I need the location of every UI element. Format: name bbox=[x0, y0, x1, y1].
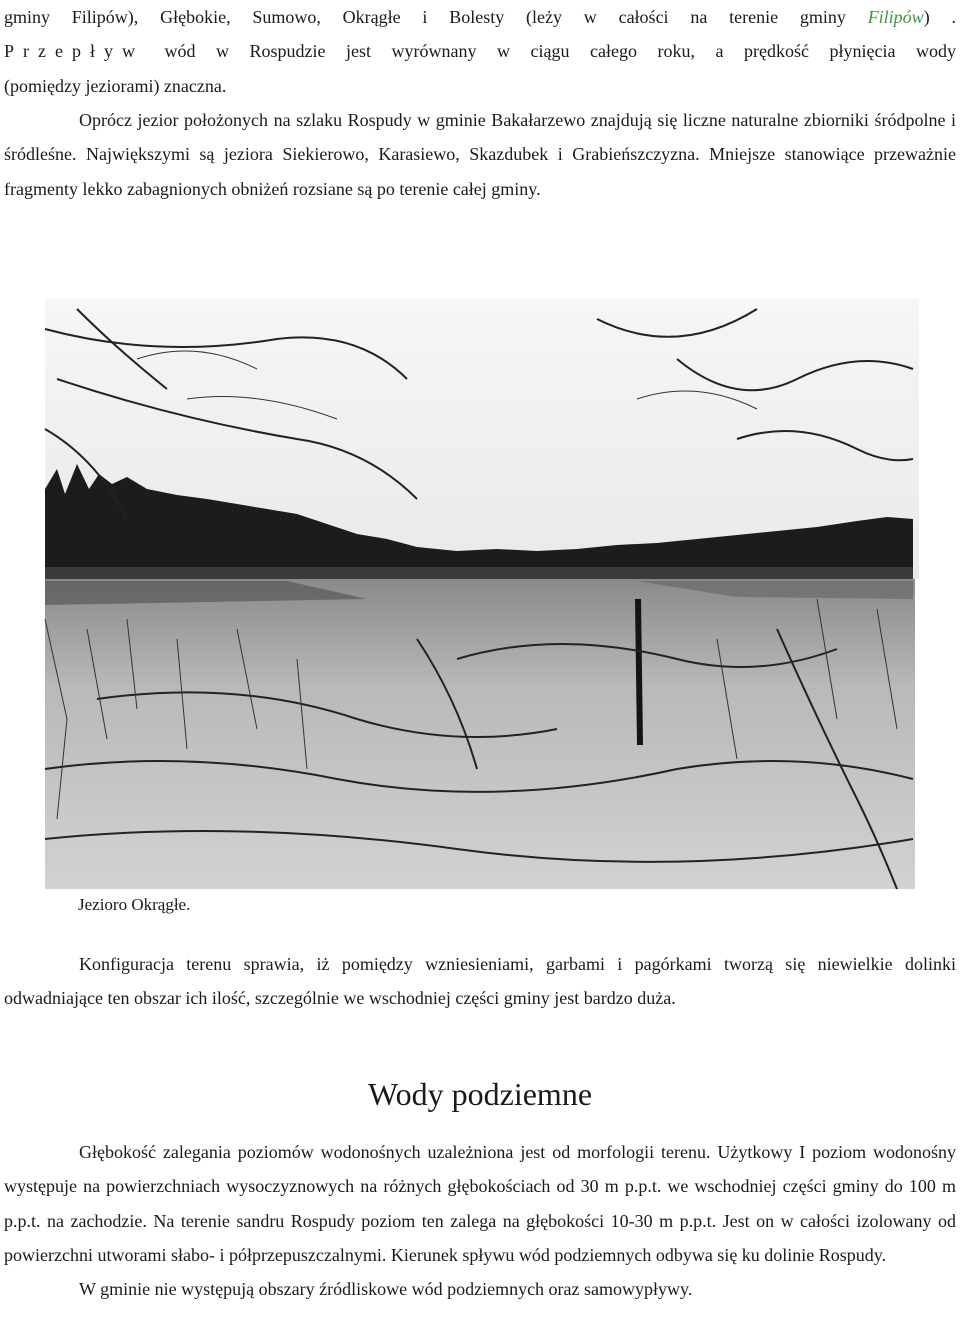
paragraph-line: (pomiędzy jeziorami) znaczna. bbox=[4, 75, 227, 96]
filipow-link[interactable]: Filipów bbox=[867, 7, 924, 27]
paragraph-lakes: Oprócz jezior położonych na szlaku Rospudy w gminie Bakałarzewo znajdują się liczne naturalne zbiorniki śródpolne i śródleśne. Największymi są jeziora Siekierowo, Karasiewo, Skazdubek i Grabieńszczyzna. Mniejsze stanowiące przeważnie fragmenty lekko zabagnionych obniżeń rozsiane są po terenie całej gminy. bbox=[4, 110, 956, 199]
section-heading: Wody podziemne bbox=[367, 1076, 593, 1112]
paragraph-springs: W gminie nie występują obszary źródliskowe wód podziemnych oraz samowypływy. bbox=[79, 1279, 693, 1300]
paragraph-groundwater-text: Głębokość zalegania poziomów wodonośnych uzależniona jest od morfologii terenu. Użytkowy I poziom wodonośny występuje na powierzchniach wysoczyznowych na różnych głębokościach od 30 m p.p.t. we wschodniej części gminy do 100 m p.p.t. na zachodzie. Na terenie sandru Rospudy poziom ten zalega na głębokości 10-30 m p.p.t. Jest on w całości izolowany od powierzchni utworami słabo- i półprzepuszczalnymi. Kierunek spływu wód podziemnych odbywa się ku dolinie Rospudy. bbox=[4, 1142, 956, 1265]
lake-photo bbox=[37, 299, 919, 896]
paragraph-groundwater bbox=[4, 1135, 956, 1306]
paragraph-line: Przepływ wód w Rospudzie jest wyrównany w ciągu całego roku, a prędkość płynięcia wody bbox=[4, 41, 956, 62]
photo-caption: Jezioro Okrągłe. bbox=[78, 895, 191, 914]
paragraph-line: gminy Filipów), Głębokie, Sumowo, Okrągłe i Bolesty (leży w całości na terenie gminy Filipów) . bbox=[4, 7, 956, 27]
paragraph-rivers bbox=[4, 0, 956, 103]
paragraph-terrain: Konfiguracja terenu sprawia, iż pomiędzy wzniesieniami, garbami i pagórkami tworzą się niewielkie dolinki odwadniające ten obszar ich ilość, szczególnie we wschodniej części gminy jest bardzo duża. bbox=[4, 954, 956, 1009]
